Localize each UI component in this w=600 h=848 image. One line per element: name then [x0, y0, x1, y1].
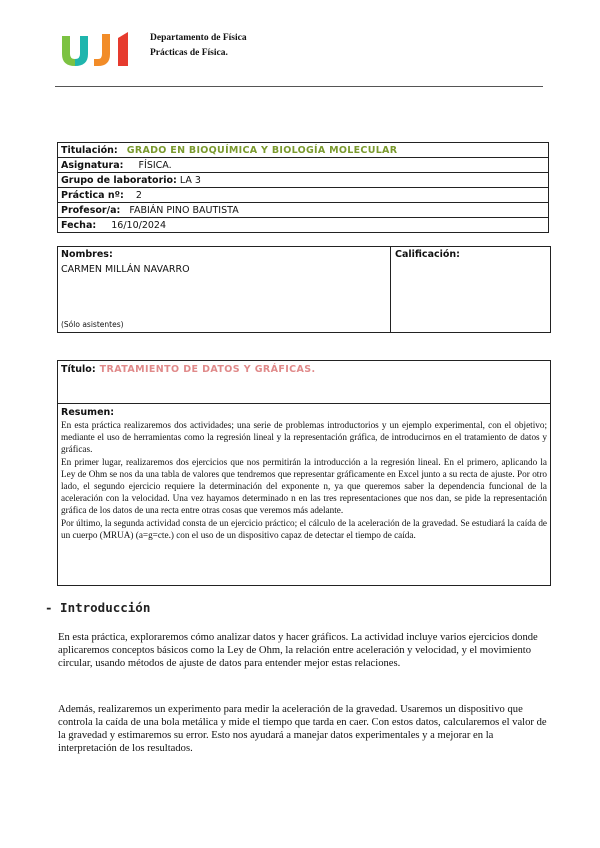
titulacion-value: GRADO EN BIOQUÍMICA Y BIOLOGÍA MOLECULAR [126, 144, 398, 156]
course-name: Prácticas de Física. [150, 48, 228, 58]
titulo-line [61, 364, 316, 375]
calificacion-label: Calificación: [395, 249, 460, 260]
fecha-label: Fecha: [61, 219, 97, 231]
titulacion-label: Titulación: [61, 144, 118, 156]
resumen-paragraph-2: En primer lugar, realizaremos dos ejercicios que nos permitirán la introducción a la regresión lineal. En el primero, aplicando la Ley de Ohm se nos da una tabla de valores que tendremos que representar gráficamente en Excel junto a su recta de ajuste. Por otro lado, el segundo ejercicio requiere la determinación del exponente n, ya que queremos saber la dependencia funcional de la aceleración con la velocidad. Una vez hayamos determinado n en las tres representaciones que nos dan, se pide la representación gráfica de los datos de una recta entre otras cosas que veremos más adelante. [61, 456, 547, 516]
nombres-label: Nombres: [61, 249, 113, 260]
header-divider [55, 86, 543, 87]
title-summary-box [57, 360, 551, 586]
nombres-cell [58, 247, 391, 332]
resumen-section [61, 406, 547, 541]
titulo-value: TRATAMIENTO DE DATOS Y GRÁFICAS. [99, 364, 316, 375]
resumen-label: Resumen: [61, 407, 115, 418]
uji-logo [60, 30, 134, 68]
titulo-row [58, 361, 550, 404]
asignatura-value: FÍSICA. [138, 159, 172, 171]
profesor-value: FABIÁN PINO BAUTISTA [129, 204, 239, 216]
names-box [57, 246, 551, 333]
grupo-value: LA 3 [179, 174, 201, 186]
department-name: Departamento de Física [150, 33, 247, 43]
row-grupo [58, 173, 549, 188]
calificacion-cell [391, 247, 550, 332]
solo-asistentes-note: (Sólo asistentes) [61, 320, 124, 329]
titulo-label: Título: [61, 364, 96, 375]
practica-label: Práctica nº: [61, 189, 124, 201]
asignatura-label: Asignatura: [61, 159, 124, 171]
row-profesor [58, 203, 549, 218]
resumen-paragraph-1: En esta práctica realizaremos dos actividades; una serie de problemas introductorios y un ejemplo experimental, con el objetivo; mediante el uso de herramientas como la regresión lineal y la representación gráfica, de introducirnos en el tratamiento de datos y gráficas. [61, 420, 547, 455]
intro-paragraph-2: Además, realizaremos un experimento para medir la aceleración de la gravedad. Usaremos un dispositivo que controla la caída de una bola metálica y mide el tiempo que tarda en caer. Con estos datos, calcularemos el valor de la gravedad y estimaremos su error. Esto nos ayudará a manejar datos experimentales y a mejorar en la interpretación de los resultados. [58, 704, 547, 754]
intro-paragraph-1: En esta práctica, exploraremos cómo analizar datos y hacer gráficos. La actividad incluye varios ejercicios donde aplicaremos conceptos básicos como la Ley de Ohm, la relación entre aceleración y velocidad, y el movimiento circular, usando métodos de ajuste de datos para entender mejor estas relaciones. [58, 632, 538, 669]
row-titulacion [58, 143, 549, 158]
practica-value: 2 [135, 189, 142, 201]
grupo-label: Grupo de laboratorio: [61, 174, 177, 186]
intro-heading: - Introducción [45, 600, 151, 615]
row-practica [58, 188, 549, 203]
fecha-value: 16/10/2024 [111, 219, 167, 231]
info-table [57, 142, 549, 233]
resumen-paragraph-3: Por último, la segunda actividad consta de un ejercicio práctico; el cálculo de la aceleración de la gravedad. Se estudiará la caída de un cuerpo (MRUA) (a=g=cte.) con el uso de un dispositivo capaz de detectar el tiempo de caída. [61, 517, 547, 540]
row-fecha [58, 218, 549, 233]
profesor-label: Profesor/a: [61, 204, 121, 216]
nombres-value: CARMEN MILLÁN NAVARRO [61, 264, 190, 275]
row-asignatura [58, 158, 549, 173]
uji-logo-graphic [60, 30, 134, 68]
department-header [150, 31, 247, 61]
